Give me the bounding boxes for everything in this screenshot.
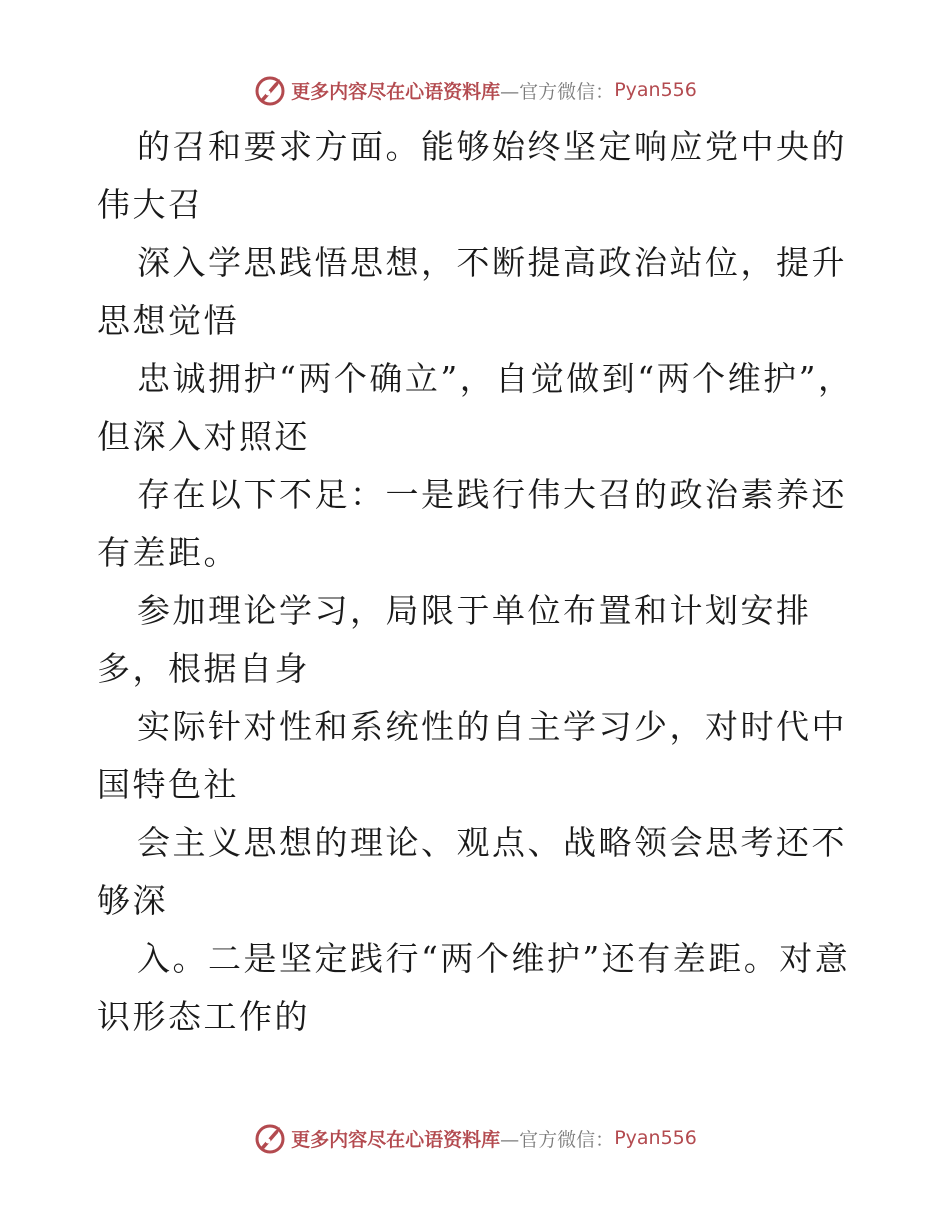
document-body [97,118,857,1046]
paragraph: 存在以下不足：一是践行伟大召的政治素养还有差距。 [97,475,847,572]
paragraph: 会主义思想的理论、观点、战略领会思考还不够深 [97,823,847,920]
footer-text-red: 更多内容尽在心语资料库 [291,1128,501,1151]
paragraph: 忠诚拥护“两个确立”，自觉做到“两个维护”，但深入对照还 [97,359,854,456]
header-banner [0,70,950,110]
header-text-gray: —官方微信： [500,80,615,103]
footer-wechat-id: Pyan556 [614,1127,697,1149]
paragraph: 实际针对性和系统性的自主学习少，对时代中国特色社 [97,707,847,804]
pen-nib-icon [253,73,287,107]
header-text-red: 更多内容尽在心语资料库 [291,80,501,103]
paragraph: 的召和要求方面。能够始终坚定响应党中央的伟大召 [97,127,847,224]
paragraph: 深入学思践悟思想，不断提高政治站位，提升思想觉悟 [97,243,847,340]
header-wechat-id: Pyan556 [614,79,697,101]
footer-text-gray: —官方微信： [500,1128,615,1151]
paragraph: 入。二是坚定践行“两个维护”还有差距。对意识形态工作的 [97,939,851,1036]
pen-nib-icon [253,1121,287,1155]
paragraph: 参加理论学习，局限于单位布置和计划安排多，根据自身 [97,591,812,688]
footer-banner [0,1118,950,1158]
